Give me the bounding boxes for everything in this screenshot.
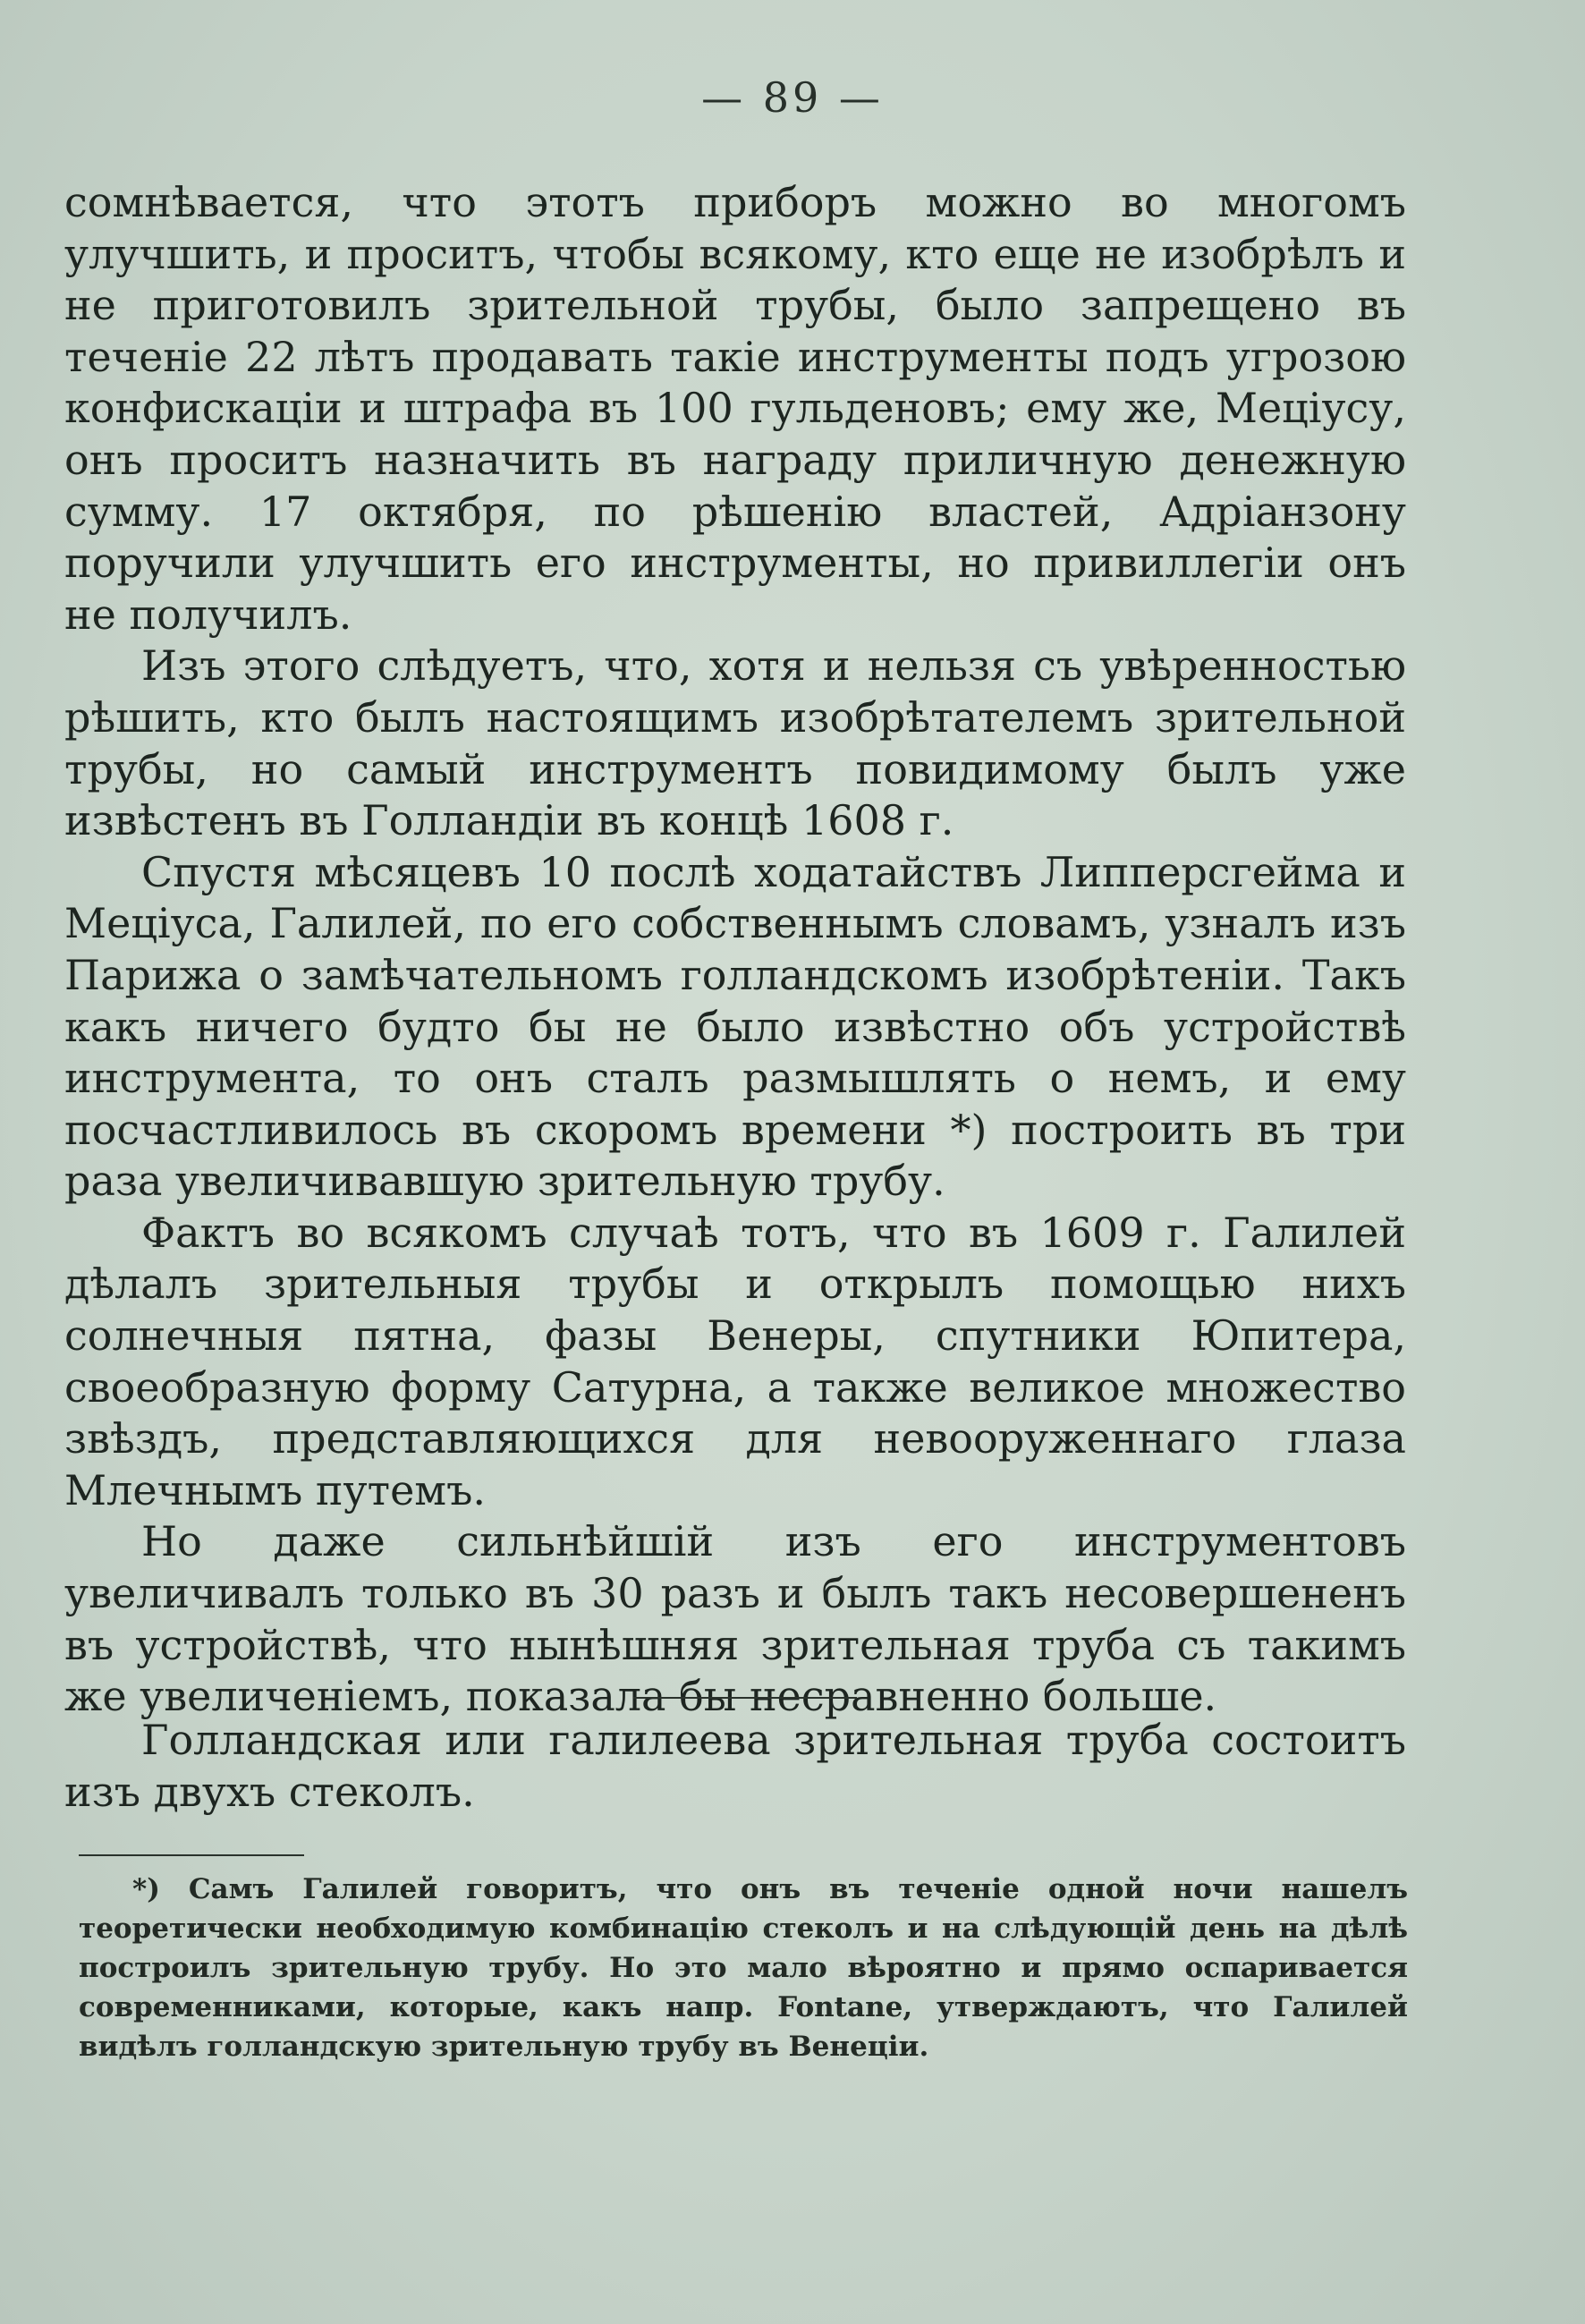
section-paragraph: Голландская или галилеева зрительная труба состоитъ изъ двухъ стеколъ.	[64, 1716, 1406, 1816]
page-number: — 89 —	[701, 73, 884, 122]
footnote: *) Самъ Галилей говоритъ, что онъ въ теченіе одной ночи нашелъ теоретически необходимую комбинацію стеколъ и на слѣдующій день на дѣлѣ построилъ зрительную трубу. Но это мало вѣроятно и прямо оспаривается современниками, которые, какъ напр. Fontane, утверждаютъ, что Галилей видѣлъ голландскую зрительную трубу въ Венеціи.	[79, 1873, 1408, 2063]
paragraph: Изъ этого слѣдуетъ, что, хотя и нельзя съ увѣренностью рѣшить, кто былъ настоящимъ изобрѣтателемъ зрительной трубы, но самый инструментъ повидимому былъ уже извѣстенъ въ Голландіи въ концѣ 1608 г.	[64, 641, 1406, 845]
footnote-rule	[79, 1854, 304, 1856]
body-text	[64, 177, 1406, 1723]
paragraph: Фактъ во всякомъ случаѣ тотъ, что въ 1609 г. Галилей дѣлалъ зрительныя трубы и открылъ помощью нихъ солнечныя пятна, фазы Венеры, спутники Юпитера, своеобразную форму Сатурна, а также великое множество звѣздъ, представляющихся для невооруженнаго глаза Млечнымъ путемъ.	[64, 1208, 1406, 1514]
paragraph: Но даже сильнѣйшій изъ его инструментовъ увеличивалъ только въ 30 разъ и былъ такъ несовершененъ въ устройствѣ, что нынѣшняя зрительная труба съ такимъ же увеличеніемъ, показала бы несравненно больше.	[64, 1517, 1406, 1721]
paragraph-continued: сомнѣвается, что этотъ приборъ можно во многомъ улучшить, и проситъ, чтобы всякому, кто еще не изобрѣлъ и не приготовилъ зрительной трубы, было запрещено въ теченіе 22 лѣтъ продавать такіе инструменты подъ угрозою конфискаціи и штрафа въ 100 гульденовъ; ему же, Мецiусу, онъ проситъ назначить въ награду приличную денежную сумму. 17 октября, по рѣшенію властей, Адріанзону поручили улучшить его инструменты, но привиллегіи онъ не получилъ.	[64, 178, 1406, 639]
section-divider	[633, 1697, 857, 1699]
paragraph: Спустя мѣсяцевъ 10 послѣ ходатайствъ Липперсгейма и Мецiуса, Галилей, по его собственнымъ словамъ, узналъ изъ Парижа о замѣчательномъ голландскомъ изобрѣтеніи. Такъ какъ ничего будто бы не было извѣстно объ устройствѣ инструмента, то онъ сталъ размышлять о немъ, и ему посчастливилось въ скоромъ времени *) построить въ три раза увеличивавшую зрительную трубу.	[64, 847, 1406, 1206]
